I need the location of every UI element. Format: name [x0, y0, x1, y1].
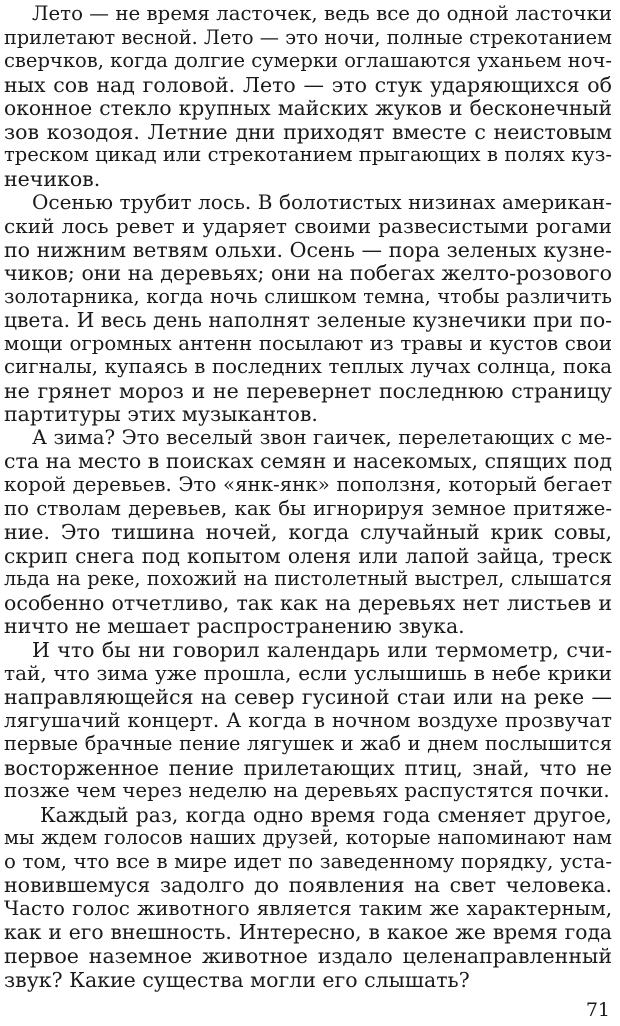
text-line: новившемуся задолго до появления на свет человека. [4, 873, 612, 898]
text-line: сигналы, купаясь в последних теплых лучах солнца, пока [4, 355, 612, 379]
text-line: А зима? Это веселый звон гаичек, перелетающих с ме- [32, 425, 612, 449]
text-line: направляющейся на север гусиной стаи или на реке — [4, 684, 612, 709]
text-line: Лето — не время ласточек, ведь все до одной ласточки [32, 2, 612, 25]
text-line: первое наземное животное издало целенаправленный [4, 944, 612, 968]
text-line: золотарника, когда ночь слишком темна, чтобы различить [4, 284, 612, 308]
text-line: зов козодоя. Летние дни приходят вместе с неистовым [4, 119, 612, 144]
text-line: нечиков. [4, 166, 101, 191]
text-line: Осенью трубит лось. В болотистых низинах американ- [32, 190, 612, 215]
text-line: лягушачий концерт. А когда в ночном воздухе прозвучат [4, 708, 612, 732]
text-line: ных сов над головой. Лето — это стук ударяющихся об [4, 72, 612, 97]
text-line: сверчков, когда долгие сумерки оглашаются уханьем ноч- [4, 49, 612, 73]
text-line: Часто голос животного является таким же характерным, [4, 896, 612, 920]
text-line: прилетают весной. Лето — это ночи, полные стрекотанием [4, 25, 612, 49]
text-line: треском цикад или стрекотанием прыгающих в полях куз- [4, 143, 612, 167]
text-line: ский лось ревет и ударяет своими развесистыми рогами [4, 213, 612, 238]
text-line: по нижним ветвям ольхи. Осень — пора зеленых кузне- [4, 237, 612, 262]
text-line: особенно отчетливо, так как на деревьях нет листьев и [4, 590, 612, 615]
text-line: цвета. И весь день наполнят зеленые кузнечики при по- [4, 308, 612, 333]
text-line: не грянет мороз и не перевернет последнюю страницу [4, 378, 612, 403]
text-line: ние. Это тишина ночей, когда случайный крик совы, [4, 520, 612, 545]
text-line: чиков; они на деревьях; они на побегах желто-розового [4, 261, 612, 286]
text-line: льда на реке, похожий на пистолетный выстрел, слышатся [4, 567, 612, 591]
text-line: как и его внешность. Интересно, в какое же время года [4, 920, 612, 945]
text-line: о том, что все в мире идет по заведенному порядку, уста- [4, 849, 612, 873]
page-number: 71 [585, 999, 610, 1021]
text-line: партитуры этих музыкантов. [4, 402, 318, 427]
text-line: восторженное пение прилетающих птиц, знай, что не [4, 755, 612, 780]
text-line: ста на место в поисках семян и насекомых, спящих под [4, 449, 612, 474]
text-line: тай, что зима уже прошла, если услышишь в небе крики [4, 661, 612, 686]
text-line: корой деревьев. Это «янк-янк» поползня, который бегает [4, 473, 612, 496]
text-line: И что бы ни говорил календарь или термометр, счи- [32, 637, 612, 662]
text-line: по стволам деревьев, как бы игнорируя земное притяже- [4, 496, 612, 520]
text-line: скрип снега под копытом оленя или лапой зайца, треск [4, 543, 612, 568]
text-line: позже чем через неделю на деревьях распустятся почки. [4, 779, 610, 803]
text-line: оконное стекло крупных майских жуков и бесконечный [4, 96, 612, 121]
text-line: ничто не мешает распространению звука. [4, 614, 465, 639]
text-line: первые брачные пение лягушек и жаб и днем послышится [4, 732, 612, 756]
text-line: мощи огромных антенн посылают из травы и кустов свои [4, 331, 612, 355]
text-line: Каждый раз, когда одно время года сменяет другое, [40, 802, 612, 827]
text-line: звук? Какие существа могли его слышать? [4, 967, 470, 992]
text-line: мы ждем голосов наших друзей, которые напоминают нам [4, 826, 612, 850]
